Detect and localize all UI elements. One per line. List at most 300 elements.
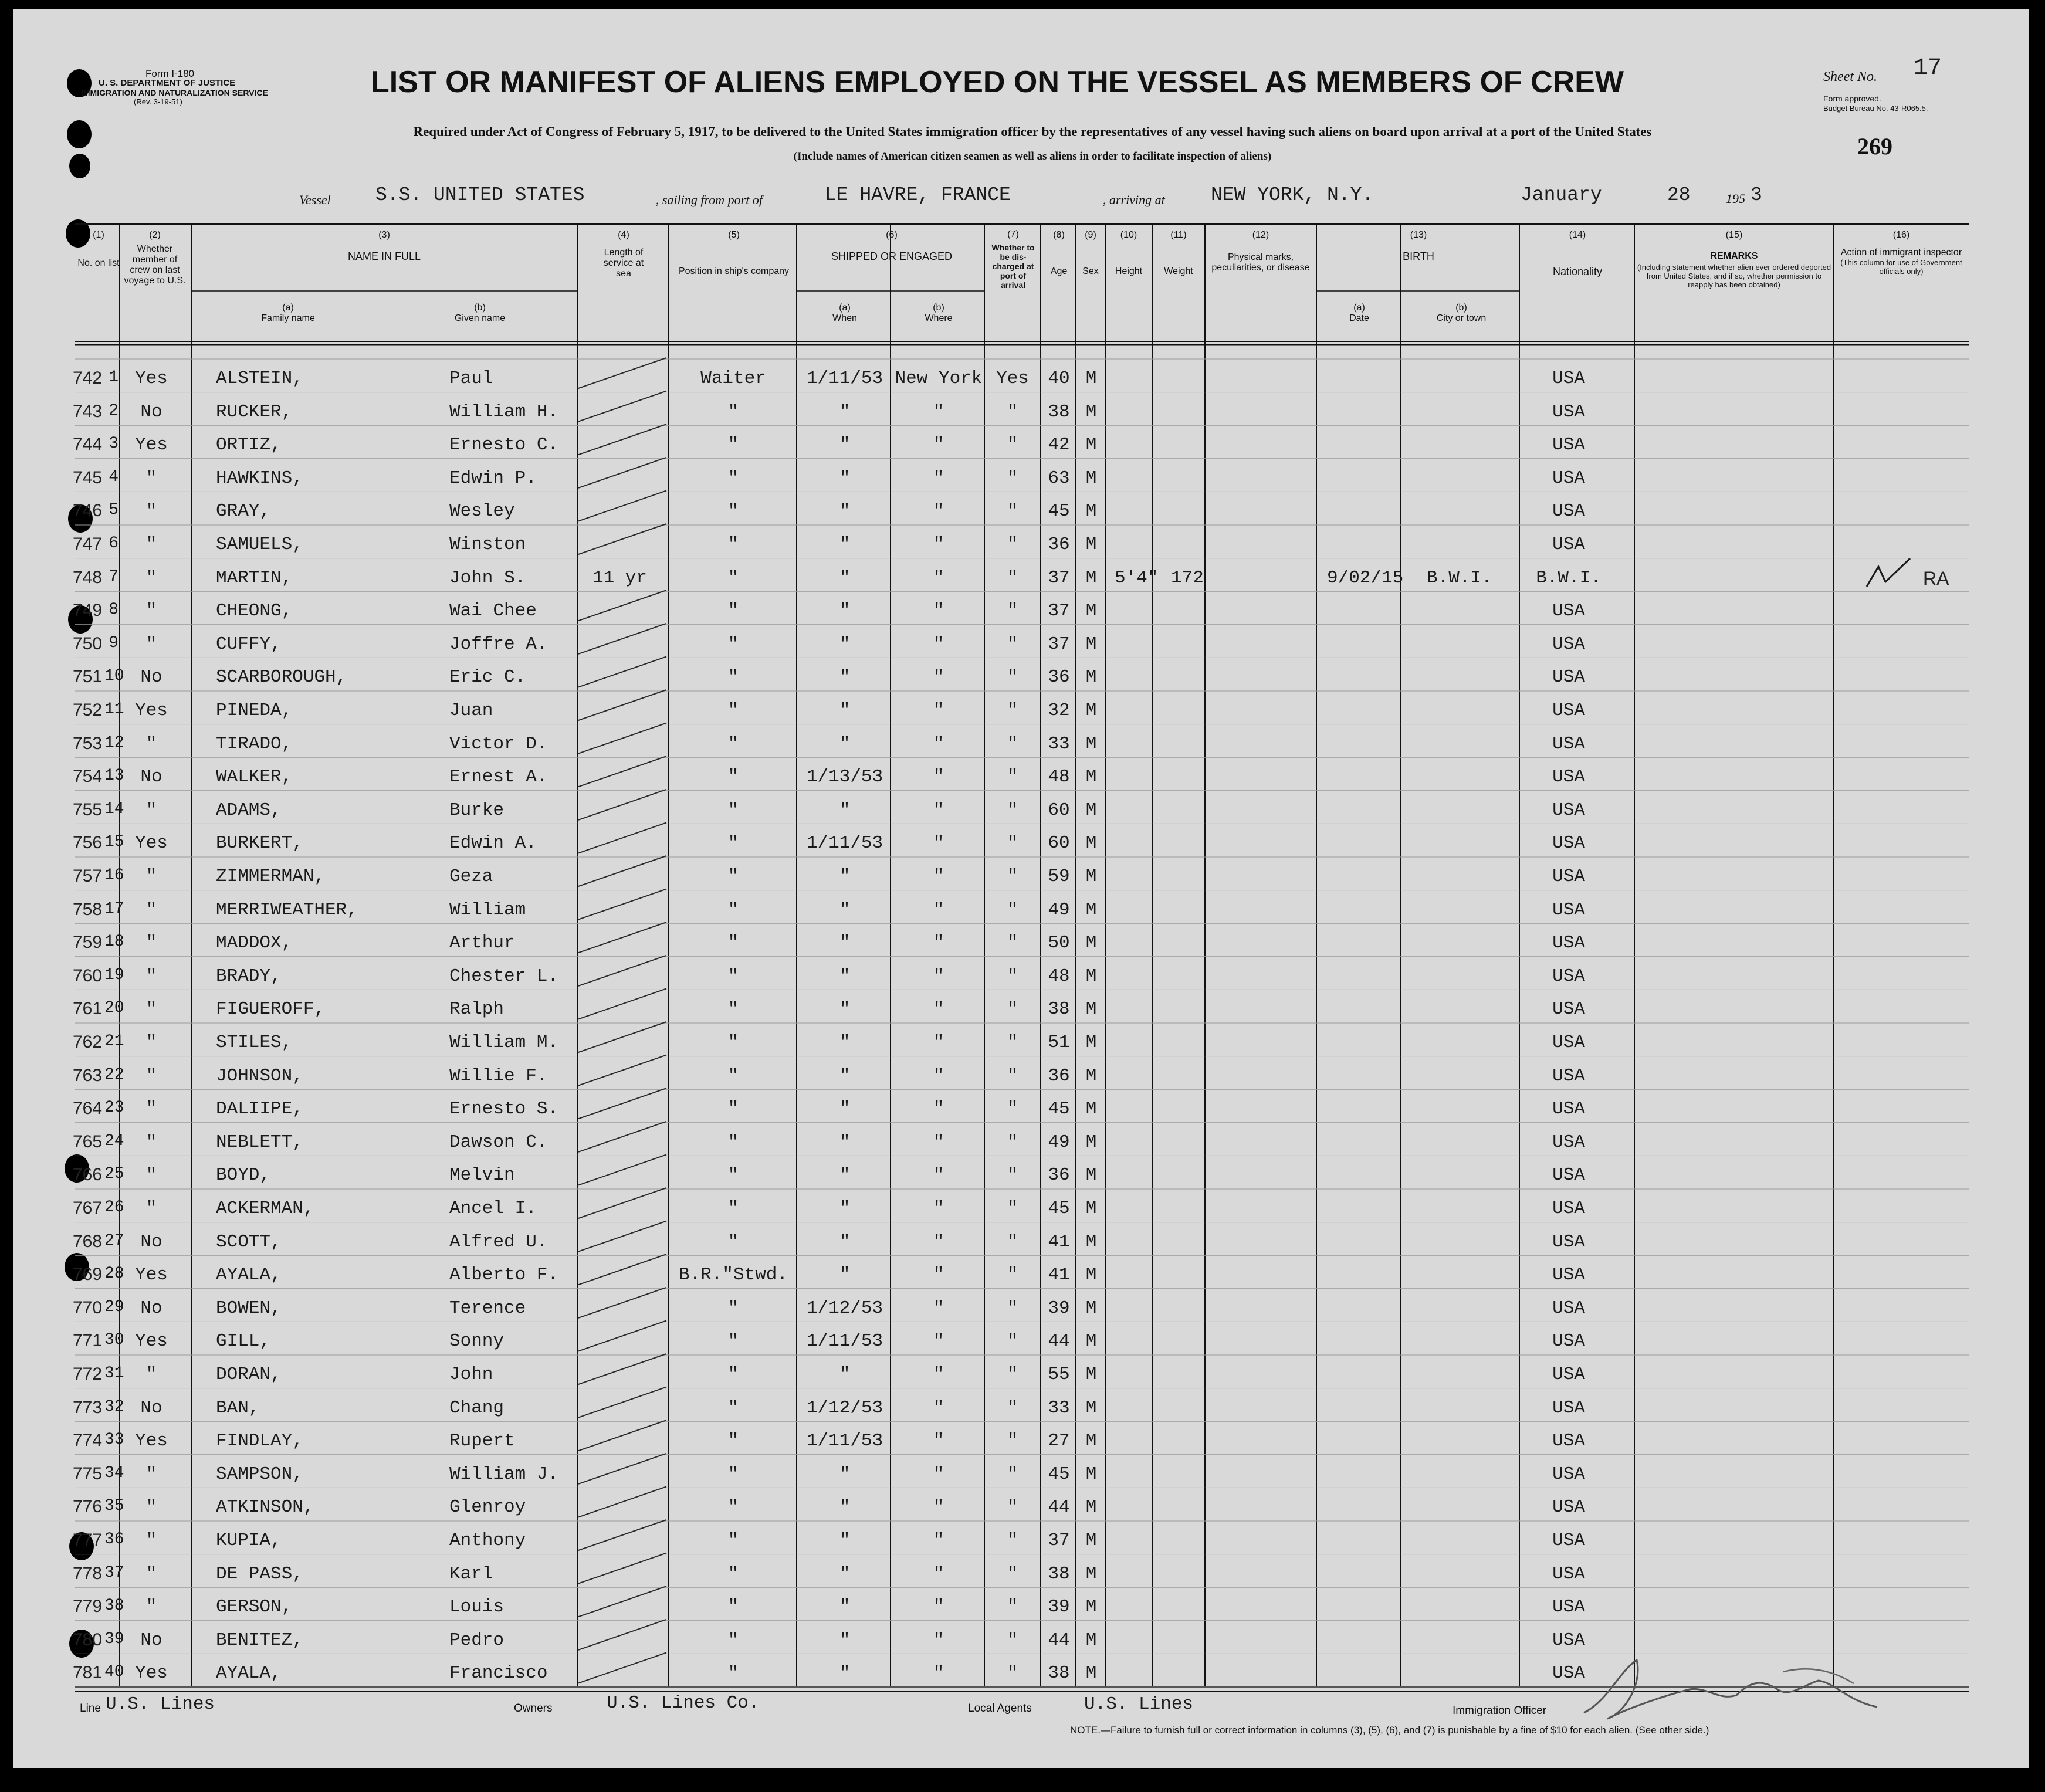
cell-age: 44 [1048, 1630, 1070, 1651]
cell-sex: M [1085, 767, 1097, 788]
footer-note: NOTE.—Failure to furnish full or correct information in columns (3), (5), (6), and (7) is punishable by a fine of $10 for each alien. (See other side.) [1070, 1725, 1709, 1736]
cell-sex: M [1085, 866, 1097, 887]
col-6a-header [799, 303, 891, 324]
cell-given: Geza [449, 866, 493, 887]
cell-age: 45 [1048, 501, 1070, 522]
cell-family: TIRADO, [216, 733, 293, 754]
cell-when: 1/11/53 [806, 1431, 883, 1452]
cell-family: AYALA, [216, 1663, 282, 1684]
cell-prev: " [145, 1563, 157, 1584]
line-label: Line [80, 1702, 101, 1715]
cell-no: 37 [104, 1563, 124, 1582]
cell-stamp: 751 [73, 667, 103, 687]
cell-nat: USA [1552, 1298, 1585, 1319]
cell-pos: " [727, 1099, 739, 1120]
cell-where: " [933, 1397, 944, 1418]
cell-no: 17 [104, 899, 124, 918]
cell-stamp: 743 [73, 401, 103, 421]
cell-sex: M [1085, 1132, 1097, 1153]
cell-prev: " [145, 1198, 157, 1219]
cell-sex: M [1085, 1464, 1097, 1485]
cell-age: 36 [1048, 534, 1070, 555]
cell-stamp: 775 [73, 1464, 103, 1483]
cell-given: Alberto F. [449, 1265, 559, 1286]
cell-stamp: 747 [73, 534, 103, 554]
cell-nat: USA [1552, 899, 1585, 920]
cell-prev: Yes [135, 700, 168, 721]
cell-no: 16 [104, 866, 124, 885]
col-13-text: BIRTH [1403, 250, 1434, 262]
cell-pos: B.R."Stwd. [678, 1265, 788, 1286]
col-3-number: (3) [378, 230, 390, 240]
cell-family: DALIIPE, [216, 1099, 303, 1120]
cell-prev: " [145, 534, 157, 555]
cell-no: 11 [104, 700, 124, 719]
form-approved: Form approved. [1823, 94, 1881, 103]
cell-weight: 172 [1171, 567, 1204, 588]
cell-when: " [839, 999, 851, 1020]
cell-where: " [933, 1530, 944, 1551]
cell-disch: " [1007, 833, 1018, 854]
grid-line [578, 391, 666, 422]
cell-family: FINDLAY, [216, 1431, 303, 1452]
cell-disch: " [1007, 1231, 1018, 1252]
col-14-header [1522, 230, 1633, 277]
cell-family: PINEDA, [216, 700, 293, 721]
cell-nat: USA [1552, 1231, 1585, 1252]
cell-pos: " [727, 866, 739, 887]
cell-prev: " [145, 1497, 157, 1518]
arrival-month: January [1521, 184, 1602, 206]
cell-pos: " [727, 1165, 739, 1186]
grid-line [578, 756, 666, 787]
cell-family: CHEONG, [216, 601, 293, 622]
cell-sex: M [1085, 368, 1097, 389]
cell-disch: " [1007, 1165, 1018, 1186]
col-9-text: Sex [1082, 266, 1099, 276]
cell-where: " [933, 866, 944, 887]
cell-nat: USA [1552, 833, 1585, 854]
cell-age: 37 [1048, 1530, 1070, 1551]
cell-bdate: 9/02/15 [1327, 567, 1404, 588]
cell-stamp: 759 [73, 933, 103, 953]
cell-age: 38 [1048, 999, 1070, 1020]
cell-given: Ernesto S. [449, 1099, 559, 1120]
col-15-header [1636, 230, 1833, 289]
cell-stamp: 777 [73, 1530, 103, 1550]
cell-stamp: 745 [73, 468, 103, 487]
cell-where: " [933, 800, 944, 821]
cell-when: " [839, 468, 851, 489]
cell-pos: " [727, 601, 739, 622]
cell-disch: " [1007, 601, 1018, 622]
cell-sex: M [1085, 800, 1097, 821]
cell-disch: " [1007, 1099, 1018, 1120]
cell-given: Ernesto C. [449, 435, 559, 456]
cell-family: FIGUEROFF, [216, 999, 326, 1020]
cell-given: Ralph [449, 999, 505, 1020]
cell-when: " [839, 1464, 851, 1485]
cell-nat: USA [1552, 800, 1585, 821]
cell-sex: M [1085, 1431, 1097, 1452]
cell-prev: " [145, 1032, 157, 1053]
cell-given: Joffre A. [449, 634, 548, 655]
cell-disch: " [1007, 966, 1018, 987]
cell-family: MARTIN, [216, 567, 293, 588]
grid-line [578, 1188, 666, 1218]
cell-age: 59 [1048, 866, 1070, 887]
cell-age: 51 [1048, 1032, 1070, 1053]
cell-stamp: 776 [73, 1497, 103, 1517]
cell-sex: M [1085, 468, 1097, 489]
cell-family: WALKER, [216, 767, 293, 788]
cell-pos: " [727, 401, 739, 422]
cell-age: 36 [1048, 667, 1070, 688]
col-5-text: Position in ship's company [678, 266, 790, 276]
cell-age: 41 [1048, 1265, 1070, 1286]
cell-where: " [933, 501, 944, 522]
cell-where: " [933, 1198, 944, 1219]
cell-prev: " [145, 1099, 157, 1120]
cell-where: " [933, 1099, 944, 1120]
cell-disch: " [1007, 933, 1018, 954]
cell-sex: M [1085, 1231, 1097, 1252]
cell-sex: M [1085, 966, 1097, 987]
cell-pos: " [727, 468, 739, 489]
grid-line [578, 358, 666, 388]
cell-no: 33 [104, 1431, 124, 1449]
cell-pos: " [727, 1497, 739, 1518]
cell-sex: M [1085, 1265, 1097, 1286]
cell-stamp: 781 [73, 1663, 103, 1683]
col-15-subtext: (Including statement whether alien ever ordered deported from United States, and if so, whether permission to reapply has been obtained) [1637, 263, 1831, 289]
cell-sex: M [1085, 1630, 1097, 1651]
cell-stamp: 753 [73, 733, 103, 753]
cell-sex: M [1085, 1331, 1097, 1352]
cell-given: Edwin A. [449, 833, 537, 854]
cell-where: " [933, 899, 944, 920]
cell-prev: No [140, 767, 162, 788]
cell-no: 7 [109, 567, 118, 586]
cell-prev: " [145, 899, 157, 920]
cell-age: 60 [1048, 800, 1070, 821]
cell-disch: " [1007, 634, 1018, 655]
col-6a-text: When [832, 313, 857, 323]
cell-no: 25 [104, 1165, 124, 1184]
cell-given: Burke [449, 800, 505, 821]
cell-pos: " [727, 1364, 739, 1385]
arrival-year-suffix: 3 [1751, 184, 1762, 206]
cell-no: 39 [104, 1630, 124, 1648]
cell-disch: " [1007, 567, 1018, 588]
cell-when: " [839, 1563, 851, 1584]
cell-nat: USA [1552, 700, 1585, 721]
cell-family: JOHNSON, [216, 1065, 303, 1086]
cell-age: 37 [1048, 601, 1070, 622]
cell-no: 10 [104, 667, 124, 686]
cell-prev: " [145, 468, 157, 489]
cell-no: 12 [104, 733, 124, 752]
cell-stamp: 750 [73, 634, 103, 653]
cell-age: 55 [1048, 1364, 1070, 1385]
cell-prev: " [145, 1464, 157, 1485]
cell-no: 24 [104, 1132, 124, 1150]
grid-line [578, 1652, 666, 1683]
col-8-text: Age [1050, 266, 1068, 276]
cell-sex: M [1085, 1663, 1097, 1684]
cell-pos: " [727, 534, 739, 555]
cell-sex: M [1085, 1497, 1097, 1518]
cell-age: 38 [1048, 1663, 1070, 1684]
cell-where: " [933, 1364, 944, 1385]
cell-stamp: 771 [73, 1331, 103, 1351]
cell-given: Wesley [449, 501, 515, 522]
cell-pos: " [727, 667, 739, 688]
cell-pos: " [727, 1331, 739, 1352]
grid-line [578, 1486, 666, 1517]
col-6-number: (6) [886, 230, 898, 240]
cell-when: " [839, 1099, 851, 1120]
cell-sex: M [1085, 899, 1097, 920]
cell-nat: USA [1552, 634, 1585, 655]
cell-given: Karl [449, 1563, 493, 1584]
col-13-header [1318, 230, 1519, 262]
cell-given: Eric C. [449, 667, 526, 688]
cell-disch: " [1007, 1065, 1018, 1086]
col-8-header [1043, 230, 1075, 277]
cell-prev: " [145, 501, 157, 522]
cell-sex: M [1085, 534, 1097, 555]
revision: (Rev. 3-19-51) [134, 97, 182, 106]
col-16-header [1835, 230, 1968, 276]
cell-given: Terence [449, 1298, 526, 1319]
cell-nat: USA [1552, 401, 1585, 422]
cell-family: SAMPSON, [216, 1464, 303, 1485]
cell-nat: USA [1552, 368, 1585, 389]
cell-nat: USA [1552, 1563, 1585, 1584]
cell-given: Chester L. [449, 966, 559, 987]
cell-prev: No [140, 401, 162, 422]
cell-given: William M. [449, 1032, 559, 1053]
cell-prev: " [145, 567, 157, 588]
grid-line [578, 822, 666, 853]
cell-no: 26 [104, 1198, 124, 1217]
cell-no: 8 [109, 601, 118, 619]
cell-age: 32 [1048, 700, 1070, 721]
cell-stamp: 752 [73, 700, 103, 720]
cell-where: " [933, 1331, 944, 1352]
cell-nat: USA [1552, 1597, 1585, 1618]
arriving-label: , arriving at [1103, 192, 1165, 207]
cell-stamp: 754 [73, 767, 103, 787]
cell-stamp: 769 [73, 1265, 103, 1285]
cell-family: BRADY, [216, 966, 282, 987]
cell-no: 35 [104, 1497, 124, 1516]
cell-nat: USA [1552, 1464, 1585, 1485]
cell-family: NEBLETT, [216, 1132, 303, 1153]
cell-disch: " [1007, 1032, 1018, 1053]
cell-where: " [933, 435, 944, 456]
grid-line [578, 490, 666, 521]
cell-age: 45 [1048, 1464, 1070, 1485]
cell-age: 33 [1048, 1397, 1070, 1418]
cell-pos: " [727, 634, 739, 655]
cell-sex: M [1085, 700, 1097, 721]
local-agents-value: U.S. Lines [1084, 1694, 1194, 1715]
cell-family: ATKINSON, [216, 1497, 314, 1518]
cell-age: 33 [1048, 733, 1070, 754]
grid-line [578, 1154, 666, 1185]
cell-nat: USA [1552, 1364, 1585, 1385]
cell-pos: " [727, 567, 739, 588]
cell-disch: " [1007, 866, 1018, 887]
grid-line [578, 856, 666, 886]
cell-prev: No [140, 667, 162, 688]
cell-age: 45 [1048, 1099, 1070, 1120]
col-14-text: Nationality [1552, 266, 1603, 277]
cell-family: CUFFY, [216, 634, 282, 655]
cell-when: " [839, 1364, 851, 1385]
col-2-text: Whether member of crew on last voyage to U.S. [124, 244, 186, 286]
cell-prev: " [145, 1530, 157, 1551]
col-3-header [194, 230, 575, 262]
cell-given: Ancel I. [449, 1198, 537, 1219]
cell-no: 14 [104, 800, 124, 818]
cell-prev: " [145, 1065, 157, 1086]
cell-pos: " [727, 1231, 739, 1252]
cell-where: " [933, 1663, 944, 1684]
grid-line [578, 1586, 666, 1617]
cell-no: 36 [104, 1530, 124, 1549]
grid-line [578, 988, 666, 1019]
cell-where: " [933, 634, 944, 655]
col-16-text: Action of immigrant inspector [1840, 248, 1962, 258]
cell-stamp: 778 [73, 1563, 103, 1583]
grid-line [578, 1520, 666, 1550]
cell-nat: USA [1552, 435, 1585, 456]
cell-prev: No [140, 1231, 162, 1252]
cell-when: " [839, 501, 851, 522]
cell-stamp: 770 [73, 1298, 103, 1317]
officer-signature [1572, 1648, 1889, 1730]
cell-stamp: 758 [73, 899, 103, 919]
cell-family: BOYD, [216, 1165, 271, 1186]
cell-pos: " [727, 1397, 739, 1418]
cell-age: 45 [1048, 1198, 1070, 1219]
cell-nat: USA [1552, 933, 1585, 954]
cell-when: " [839, 601, 851, 622]
cell-age: 44 [1048, 1497, 1070, 1518]
cell-given: Glenroy [449, 1497, 526, 1518]
cell-family: KUPIA, [216, 1530, 282, 1551]
col-10-number: (10) [1120, 230, 1137, 240]
cell-where: " [933, 1265, 944, 1286]
cell-when: " [839, 966, 851, 987]
arrival-year-prefix: 195 [1726, 191, 1745, 206]
cell-nat: USA [1552, 1663, 1585, 1684]
cell-sex: M [1085, 1198, 1097, 1219]
cell-prev: " [145, 866, 157, 887]
grid-line [578, 624, 666, 654]
cell-no: 5 [109, 501, 118, 520]
cell-where: " [933, 833, 944, 854]
cell-disch: " [1007, 1563, 1018, 1584]
cell-where: " [933, 1132, 944, 1153]
cell-age: 48 [1048, 966, 1070, 987]
cell-where: " [933, 933, 944, 954]
cell-disch: " [1007, 1663, 1018, 1684]
cell-given: Francisco [449, 1663, 548, 1684]
cell-sex: M [1085, 401, 1097, 422]
cell-stamp: 765 [73, 1132, 103, 1151]
cell-when: " [839, 1265, 851, 1286]
cell-where: " [933, 1597, 944, 1618]
service: IMMIGRATION AND NATURALIZATION SERVICE [81, 88, 268, 97]
inspector-check-mark [1862, 556, 1915, 591]
cell-stamp: 766 [73, 1165, 103, 1185]
col-5-header [670, 230, 798, 277]
cell-when: 1/11/53 [806, 833, 883, 854]
cell-prev: Yes [135, 1663, 168, 1684]
col-6-header [799, 230, 984, 262]
cell-when: " [839, 1530, 851, 1551]
owners-value: U.S. Lines Co. [607, 1693, 760, 1713]
col-13a-text: Date [1349, 313, 1369, 323]
cell-nat: USA [1552, 1331, 1585, 1352]
cell-where: " [933, 1563, 944, 1584]
cell-stamp: 762 [73, 1032, 103, 1052]
cell-stamp: 756 [73, 833, 103, 853]
col-15-number: (15) [1725, 230, 1743, 240]
cell-sex: M [1085, 1530, 1097, 1551]
col-6a-letter: (a) [839, 303, 851, 313]
cell-when: " [839, 1198, 851, 1219]
cell-prev: No [140, 1298, 162, 1319]
cell-stamp: 761 [73, 999, 103, 1019]
cell-prev: Yes [135, 1331, 168, 1352]
cell-stamp: 760 [73, 966, 103, 985]
cell-nat: USA [1552, 468, 1585, 489]
cell-stamp: 746 [73, 501, 103, 521]
stamp-number: 269 [1857, 133, 1892, 160]
cell-pos: " [727, 435, 739, 456]
cell-sex: M [1085, 1298, 1097, 1319]
cell-where: " [933, 534, 944, 555]
arrival-day: 28 [1667, 184, 1691, 206]
grid-line [578, 1254, 666, 1285]
cell-no: 40 [104, 1663, 124, 1682]
col-6-text: SHIPPED OR ENGAGED [831, 250, 953, 262]
grid-line [578, 1320, 666, 1351]
grid-line [578, 690, 666, 720]
cell-sex: M [1085, 501, 1097, 522]
subtitle: Required under Act of Congress of February 5, 1917, to be delivered to the United States immigration officer by the representatives of any vessel having such aliens on board upon arrival at a port of the United States [413, 124, 1652, 139]
col-6b-letter: (b) [933, 303, 944, 313]
col-1-text: No. on list [77, 258, 120, 268]
cell-action: RA [1923, 567, 1949, 589]
col-3b-header [385, 303, 575, 324]
cell-given: Rupert [449, 1431, 515, 1452]
cell-given: Alfred U. [449, 1231, 548, 1252]
cell-nat: USA [1552, 999, 1585, 1020]
cell-disch: " [1007, 1530, 1018, 1551]
cell-family: MERRIWEATHER, [216, 899, 358, 920]
cell-where: " [933, 1464, 944, 1485]
cell-pos: " [727, 1032, 739, 1053]
cell-when: " [839, 1663, 851, 1684]
cell-age: 36 [1048, 1165, 1070, 1186]
cell-when: " [839, 1231, 851, 1252]
